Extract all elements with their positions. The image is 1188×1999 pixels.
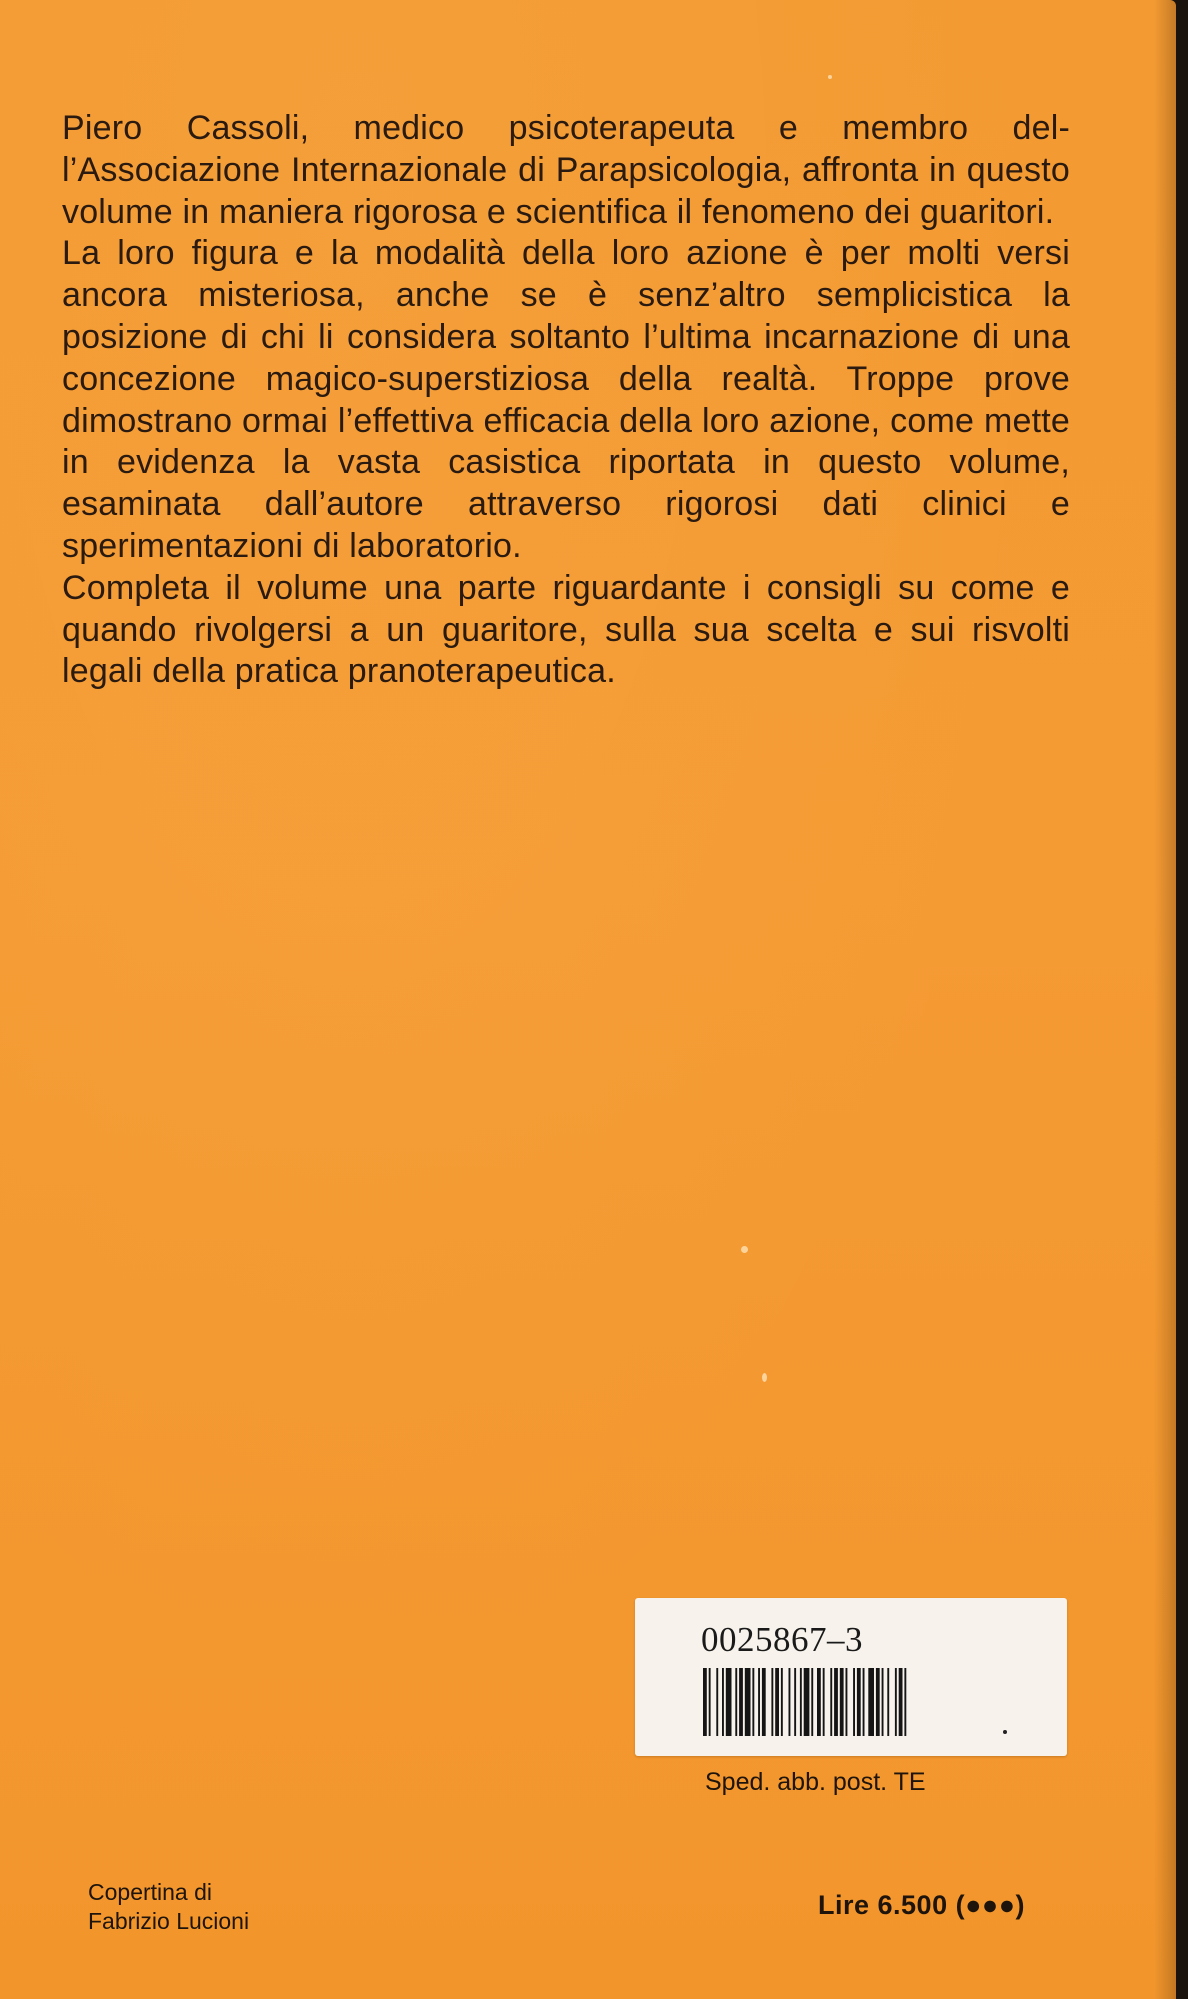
cover-edge-shadow bbox=[1154, 0, 1176, 1999]
label-dot bbox=[1003, 1730, 1007, 1734]
postal-note: Sped. abb. post. TE bbox=[705, 1768, 926, 1796]
price: Lire 6.500 (●●●) bbox=[818, 1890, 1025, 1920]
paper-speck bbox=[741, 1246, 748, 1253]
paper-speck bbox=[762, 1373, 767, 1382]
blurb-paragraph-1: Piero Cassoli, medico psicoterapeuta e membro del-l’Associazione Internazionale di Parapsicologia, affronta in questo volume in maniera rigorosa e scientifica il fenomeno dei guaritori. bbox=[62, 109, 1070, 231]
barcode-label bbox=[635, 1598, 1067, 1756]
label-code: 0025867–3 bbox=[701, 1620, 863, 1659]
barcode-icon bbox=[703, 1668, 998, 1736]
cover-credit bbox=[88, 1878, 249, 1936]
cover-credit-line-1: Copertina di bbox=[88, 1879, 213, 1905]
blurb-paragraph-3: Completa il volume una parte riguardante i consigli su come e quando rivolgersi a un guaritore, sulla sua scelta e sui risvolti legali della pratica pranoterapeutica. bbox=[62, 568, 1070, 691]
blurb-paragraph-2: La loro figura e la modalità della loro azione è per molti versi ancora misteriosa, anche se è senz’altro semplicistica la posizione di chi li considera soltanto l’ultima incarnazione di una concezione magico-superstiziosa della realtà. Troppe prove dimostrano ormai l’effettiva efficacia della loro azione, come mette in evidenza la vasta casistica riportata in questo volume, esaminata dall’autore attraverso rigorosi dati clinici e sperimentazioni di laboratorio. bbox=[62, 234, 1070, 565]
paper-speck bbox=[828, 75, 832, 79]
cover-credit-line-2: Fabrizio Lucioni bbox=[88, 1908, 250, 1934]
blurb-text bbox=[62, 108, 1070, 693]
